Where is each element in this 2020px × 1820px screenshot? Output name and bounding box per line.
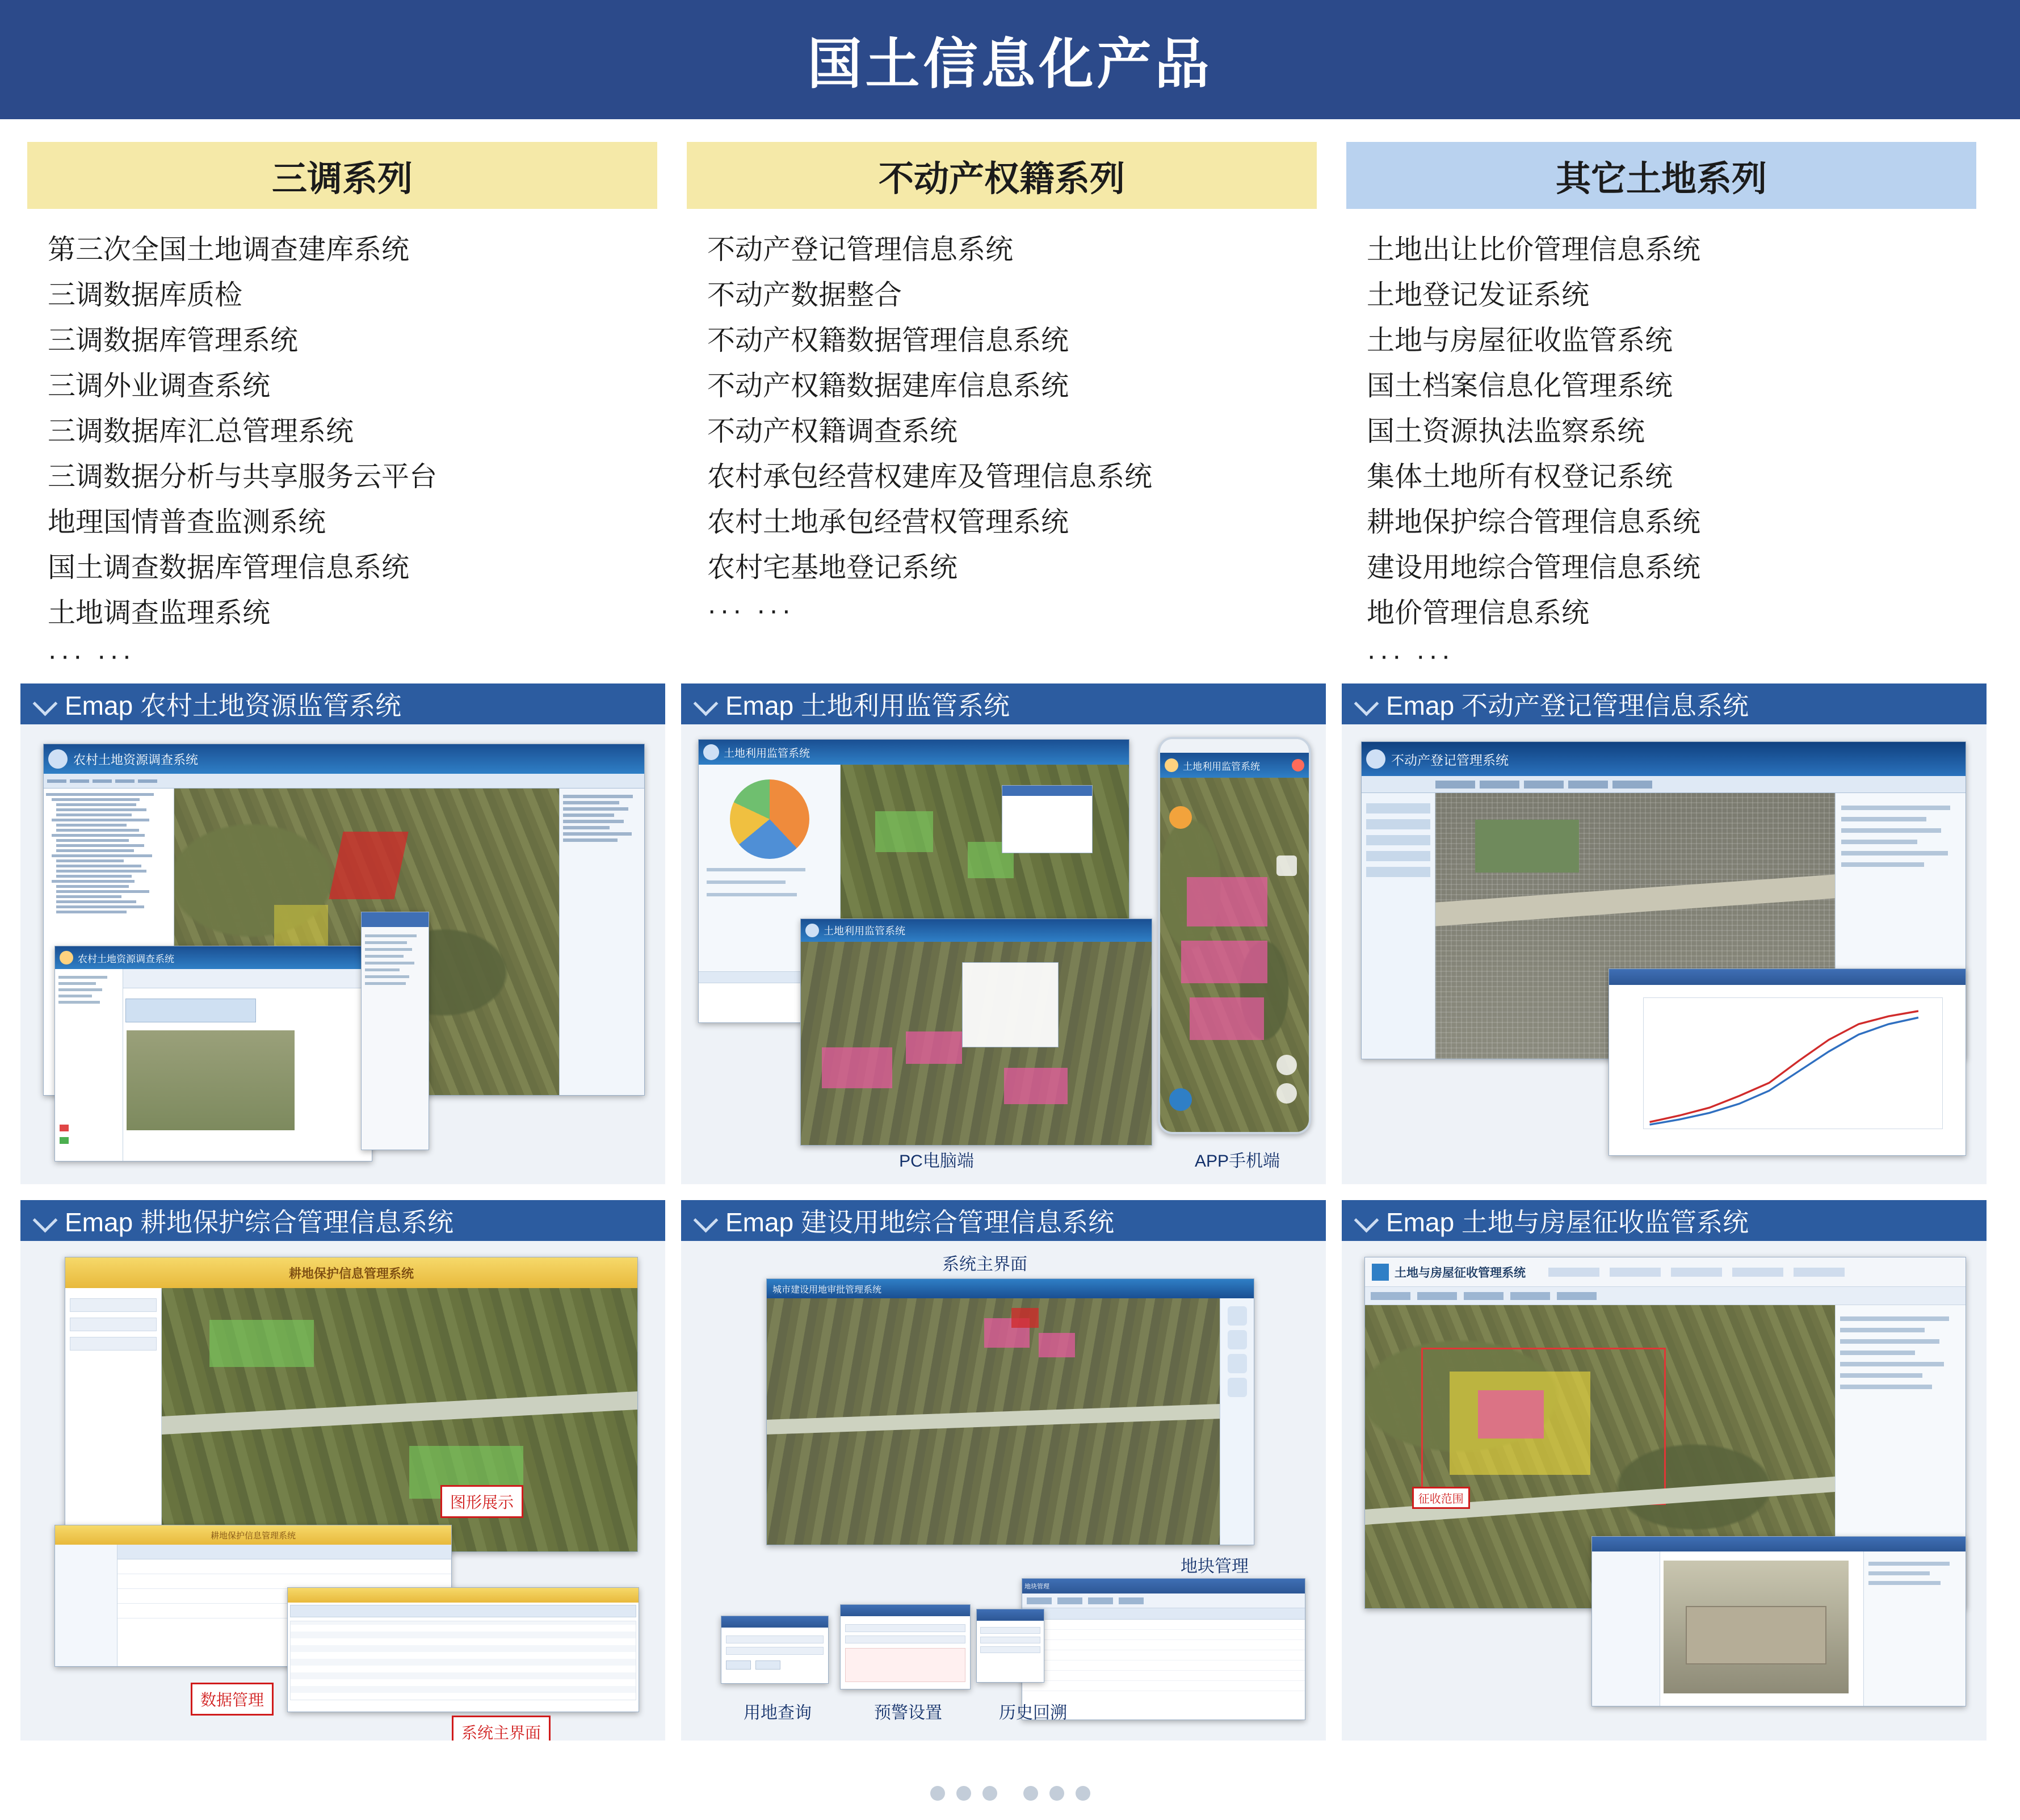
list-item: 耕地保护综合管理信息系统 — [1367, 507, 1701, 538]
column-other-land — [1346, 142, 1976, 676]
list-item: 地理国情普查监测系统 — [48, 507, 326, 538]
card-screenshot — [20, 724, 665, 1184]
pager-dot[interactable] — [930, 1786, 945, 1801]
data-window-title: 耕地保护信息管理系统 — [210, 1530, 296, 1541]
list-item: 三调外业调查系统 — [48, 371, 271, 401]
page-banner — [0, 0, 2020, 119]
list-item: 土地与房屋征收监管系统 — [1367, 325, 1673, 356]
map-tool-strip[interactable] — [1220, 1298, 1254, 1545]
toolbar-button[interactable] — [138, 779, 157, 783]
sub-window-logo-icon — [60, 951, 73, 964]
card-rural-land-resource[interactable] — [20, 683, 665, 1184]
sidebar-panel[interactable] — [65, 1288, 162, 1551]
toolbar-button[interactable] — [47, 779, 66, 783]
column-more-dots: ··· ··· — [707, 595, 795, 626]
chart-window-titlebar — [1609, 969, 1966, 985]
mobile-map-canvas[interactable] — [1160, 778, 1309, 1132]
column-heading-budongchan: 不动产权籍系列 — [687, 142, 1317, 209]
ok-button[interactable] — [726, 1660, 751, 1670]
card-header — [20, 683, 665, 724]
sidebar-panel[interactable] — [1362, 793, 1435, 1059]
pie-chart — [730, 779, 809, 859]
search-icon[interactable] — [1169, 1088, 1192, 1111]
app-logo-icon — [703, 744, 719, 760]
card-title: Emap 耕地保护综合管理信息系统 — [65, 1207, 453, 1237]
app-header — [699, 740, 1129, 765]
app-logo-icon — [48, 749, 68, 769]
product-columns — [0, 119, 2020, 676]
app-header — [65, 1257, 637, 1288]
card-land-use-supervision[interactable] — [681, 683, 1326, 1184]
pc-sub-window — [800, 919, 1152, 1146]
card-title: Emap 不动产登记管理信息系统 — [1386, 691, 1749, 720]
card-farmland-protection[interactable] — [20, 1200, 665, 1741]
list-item: 土地登记发证系统 — [1367, 280, 1590, 311]
zoom-out-icon[interactable] — [1228, 1330, 1247, 1349]
map-popup — [1002, 785, 1093, 853]
locate-icon[interactable] — [1169, 806, 1192, 829]
app-title: 耕地保护信息管理系统 — [288, 1266, 414, 1281]
card-title: Emap 农村土地资源监管系统 — [65, 691, 401, 720]
toolbar-button[interactable] — [115, 779, 135, 783]
annotation-tag-data: 数据管理 — [191, 1683, 274, 1716]
pager-dot[interactable] — [982, 1786, 997, 1801]
caption-history: 历史回溯 — [999, 1704, 1067, 1722]
measure-icon[interactable] — [1228, 1378, 1247, 1397]
arrow-icon — [694, 693, 716, 715]
sub-window-logo-icon — [805, 924, 819, 937]
caption-query: 用地查询 — [744, 1704, 812, 1722]
photo-preview — [125, 1029, 296, 1131]
sub-window-header — [55, 946, 372, 969]
line-chart — [1643, 997, 1943, 1129]
chart-window — [1609, 968, 1966, 1156]
list-item: 集体土地所有权登记系统 — [1367, 462, 1673, 492]
sub-window-header — [801, 919, 1152, 942]
pager-dot[interactable] — [1076, 1786, 1090, 1801]
card-screenshot — [1342, 1241, 1987, 1741]
caption-mobile: APP手机端 — [1194, 1152, 1280, 1171]
sub-window — [54, 946, 372, 1161]
legend-swatch-green — [60, 1137, 69, 1144]
arrow-icon — [1354, 1209, 1377, 1232]
list-item: 不动产权籍数据管理信息系统 — [707, 325, 1069, 356]
sub-toolbar[interactable] — [123, 969, 372, 988]
cancel-button[interactable] — [755, 1660, 780, 1670]
map-canvas[interactable] — [162, 1288, 637, 1551]
zoom-in-icon[interactable] — [1276, 1055, 1297, 1075]
list-item: 建设用地综合管理信息系统 — [1367, 552, 1701, 583]
app-header — [44, 744, 644, 774]
pager-dot[interactable] — [956, 1786, 971, 1801]
mobile-header — [1160, 753, 1309, 778]
card-land-house-acquisition[interactable] — [1342, 1200, 1987, 1741]
app-title: 土地利用监管系统 — [724, 747, 810, 760]
app-window — [766, 1278, 1254, 1545]
pager-dot[interactable] — [1049, 1786, 1064, 1801]
card-screenshot — [1342, 724, 1987, 1184]
app-title: 土地与房屋征收管理系统 — [1395, 1266, 1526, 1280]
app-menubar[interactable] — [1548, 1268, 1845, 1277]
column-more-dots: ··· ··· — [1367, 640, 1454, 671]
sub-field-row — [125, 999, 256, 1022]
list-item: 第三次全国土地调查建库系统 — [48, 234, 410, 265]
sub-window-title: 土地利用监管系统 — [824, 925, 905, 937]
history-dialog — [976, 1609, 1044, 1683]
list-item: 不动产登记管理信息系统 — [707, 234, 1014, 265]
card-header — [681, 1200, 1326, 1241]
column-heading-other-land: 其它土地系列 — [1346, 142, 1976, 209]
dialog-toolbar[interactable] — [1022, 1593, 1305, 1608]
list-item: 土地出让比价管理信息系统 — [1367, 234, 1701, 265]
caption-block-mgmt: 地块管理 — [1181, 1557, 1249, 1576]
sub-tree-panel[interactable] — [55, 969, 123, 1161]
card-header — [20, 1200, 665, 1241]
annotation-tag-main-ui: 系统主界面 — [452, 1716, 551, 1741]
app-toolbar[interactable] — [1365, 1287, 1966, 1305]
list-item: 三调数据分析与共享服务云平台 — [48, 462, 438, 492]
list-item: 三调数据库管理系统 — [48, 325, 299, 356]
map-canvas[interactable] — [801, 942, 1152, 1145]
column-list-budongchan — [687, 209, 1317, 590]
list-item: 国土档案信息化管理系统 — [1367, 371, 1673, 401]
card-construction-land[interactable] — [681, 1200, 1326, 1741]
mobile-app-window — [1158, 737, 1311, 1134]
photo-window-titlebar — [1592, 1537, 1966, 1551]
card-title: Emap 土地利用监管系统 — [725, 691, 1010, 720]
list-item: 不动产数据整合 — [707, 280, 902, 311]
arrow-icon — [694, 1209, 716, 1232]
card-screenshot — [681, 1241, 1326, 1741]
pager-dot[interactable] — [1023, 1786, 1038, 1801]
list-item: 三调数据库汇总管理系统 — [48, 416, 354, 447]
power-icon[interactable] — [1292, 759, 1304, 771]
dialog-title: 地块管理 — [1024, 1583, 1049, 1590]
column-sandiao — [27, 142, 657, 676]
list-item: 不动产权籍调查系统 — [707, 416, 958, 447]
house-photo — [1662, 1559, 1850, 1695]
card-screenshot — [20, 1241, 665, 1741]
query-dialog — [721, 1616, 829, 1684]
column-budongchan — [687, 142, 1317, 676]
annotation-tag-graphics: 图形展示 — [440, 1485, 523, 1518]
caption-main-ui: 系统主界面 — [942, 1255, 1027, 1274]
photo-window — [1591, 1536, 1966, 1706]
arrow-icon — [33, 693, 56, 715]
card-header — [1342, 683, 1987, 724]
app-title: 城市建设用地审批管理系统 — [772, 1285, 882, 1295]
alert-dialog — [840, 1604, 971, 1689]
card-header — [1342, 1200, 1987, 1241]
main-ui-window — [287, 1587, 639, 1712]
app-toolbar[interactable] — [44, 774, 644, 789]
mobile-logo-icon — [1165, 758, 1178, 772]
sub-window-title: 农村土地资源调查系统 — [78, 953, 174, 964]
app-header — [1362, 742, 1966, 776]
data-window-header — [55, 1525, 451, 1545]
column-list-sandiao — [27, 209, 657, 636]
page-title: 国土信息化产品 — [807, 33, 1213, 95]
list-item: 地价管理信息系统 — [1367, 598, 1590, 628]
list-item: 农村土地承包经营权管理系统 — [707, 507, 1069, 538]
zoom-in-icon[interactable] — [1228, 1306, 1247, 1326]
zoom-out-icon[interactable] — [1276, 1083, 1297, 1104]
app-title: 不动产登记管理系统 — [1391, 752, 1509, 768]
list-item: 土地调查监理系统 — [48, 598, 271, 628]
chart-curve-icon — [1644, 998, 1942, 1129]
app-title: 农村土地资源调查系统 — [73, 752, 199, 767]
app-window — [65, 1257, 638, 1552]
card-title: Emap 土地与房屋征收监管系统 — [1386, 1207, 1749, 1237]
list-item: 国土资源执法监察系统 — [1367, 416, 1645, 447]
layers-icon[interactable] — [1276, 856, 1297, 876]
column-heading-sandiao: 三调系列 — [27, 142, 657, 209]
pager-dots[interactable] — [0, 1786, 2020, 1801]
arrow-icon — [33, 1209, 56, 1232]
app-header — [767, 1279, 1254, 1298]
list-item: 不动产权籍数据建库信息系统 — [707, 371, 1069, 401]
app-logo-icon — [1366, 749, 1385, 769]
toolbar-button[interactable] — [70, 779, 89, 783]
caption-alert: 预警设置 — [874, 1704, 942, 1722]
legend-swatch-red — [60, 1125, 69, 1131]
list-item: 三调数据库质检 — [48, 280, 243, 311]
arrow-icon — [1354, 693, 1377, 715]
caption-pc: PC电脑端 — [899, 1152, 974, 1171]
card-title: Emap 建设用地综合管理信息系统 — [725, 1207, 1114, 1237]
layer-list-panel[interactable] — [559, 789, 644, 1095]
dialog-titlebar — [1022, 1579, 1305, 1593]
app-header — [1365, 1257, 1966, 1287]
map-canvas[interactable] — [767, 1298, 1220, 1545]
list-item: 农村承包经营权建库及管理信息系统 — [707, 462, 1153, 492]
app-tabbar[interactable] — [1362, 776, 1966, 793]
list-item: 国土调查数据库管理信息系统 — [48, 552, 410, 583]
card-screenshot — [681, 724, 1326, 1184]
floating-panel — [361, 912, 429, 1150]
screenshot-cards — [0, 676, 2020, 1741]
mobile-title: 土地利用监管系统 — [1183, 761, 1260, 772]
toolbar-button[interactable] — [93, 779, 112, 783]
card-realestate-registration[interactable] — [1342, 683, 1987, 1184]
card-header — [681, 683, 1326, 724]
list-item: 农村宅基地登记系统 — [707, 552, 958, 583]
column-list-other-land — [1346, 209, 1976, 636]
map-canvas[interactable]: 征收范围 — [1365, 1305, 1835, 1608]
app-logo-icon — [1372, 1264, 1389, 1281]
pan-icon[interactable] — [1228, 1354, 1247, 1373]
column-more-dots: ··· ··· — [48, 640, 135, 671]
